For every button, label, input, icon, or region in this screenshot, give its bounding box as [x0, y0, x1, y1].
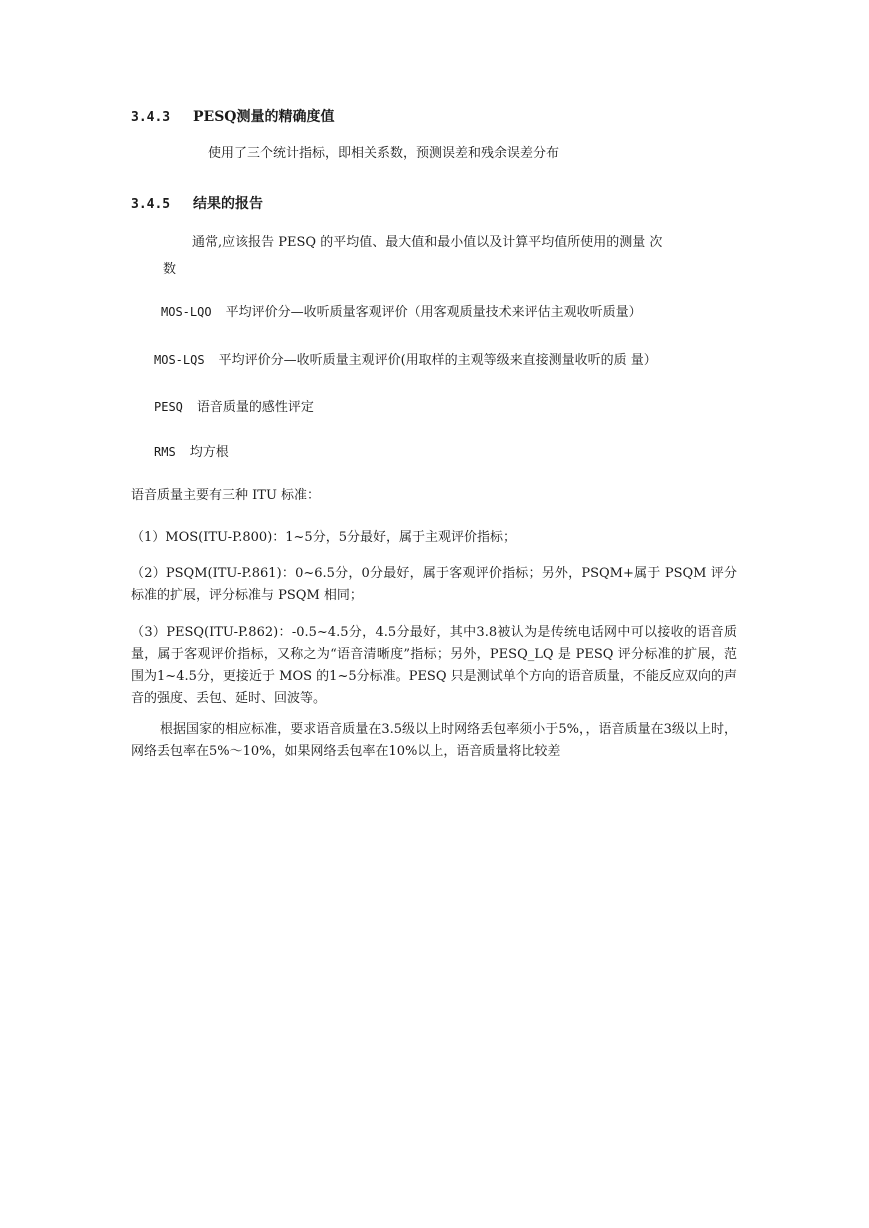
definition-desc: 语音质量的感性评定 — [196, 400, 314, 415]
itu-intro: 语音质量主要有三种 ITU 标准： — [131, 488, 321, 503]
definition-desc: 均方根 — [189, 445, 229, 460]
standard-item: （3）PESQ(ITU-P.862)：-0.5~4.5分，4.5分最好，其中3.8被认为是传统电话网中可以接收的语音质量，属于客观评价指标，又称之为“语音清晰度”指标；另外，PESQ_LQ 是 PESQ 评分标准的扩展，范围为1~4.5分，更接近于 MOS 的1~5分标准。PESQ 只是测试单个方向的语音质量，不能反应双向的声音的强度、丢包、延时、回波等。 — [131, 625, 737, 706]
standard-item: （2）PSQM(ITU-P.861)：0~6.5分，0分最好，属于客观评价指标；另外，PSQM+属于 PSQM 评分标准的扩展，评分标准与 PSQM 相同； — [131, 566, 737, 603]
definition-item — [154, 349, 657, 372]
definition-term: PESQ — [154, 400, 183, 414]
definition-term: RMS — [154, 445, 176, 459]
definition-desc: 平均评价分—收听质量主观评价(用取样的主观等级来直接测量收听的质 量） — [218, 353, 657, 368]
definition-term: MOS-LQO — [161, 305, 212, 319]
section-number: 3.4.3 — [131, 110, 171, 125]
section-heading-3-4-5 — [131, 193, 263, 216]
definition-item — [161, 301, 642, 324]
section-number: 3.4.5 — [131, 197, 171, 212]
section-heading-3-4-3 — [131, 106, 335, 129]
definition-item — [154, 396, 314, 419]
standard-item: （1）MOS(ITU-P.800)：1~5分，5分最好，属于主观评价指标； — [131, 530, 516, 545]
section-title: 结果的报告 — [193, 196, 263, 212]
conclusion-paragraph: 根据国家的相应标准，要求语音质量在3.5级以上时网络丢包率须小于5%，，语音质量在3级以上时，网络丢包率在5%～10%，如果网络丢包率在10%以上，语音质量将比较差 — [131, 722, 737, 759]
definition-desc: 平均评价分—收听质量客观评价（用客观质量技术来评估主观收听质量） — [225, 305, 642, 320]
section-title: PESQ测量的精确度值 — [193, 109, 335, 125]
definition-item — [154, 441, 229, 464]
section-body-line-1: 通常,应该报告 PESQ 的平均值、最大值和最小值以及计算平均值所使用的测量 次 — [192, 235, 663, 250]
definition-term: MOS-LQS — [154, 353, 205, 367]
section-body-line-2: 数 — [163, 262, 177, 277]
section-body-3-4-3: 使用了三个统计指标，即相关系数，预测误差和残余误差分布 — [208, 146, 560, 161]
